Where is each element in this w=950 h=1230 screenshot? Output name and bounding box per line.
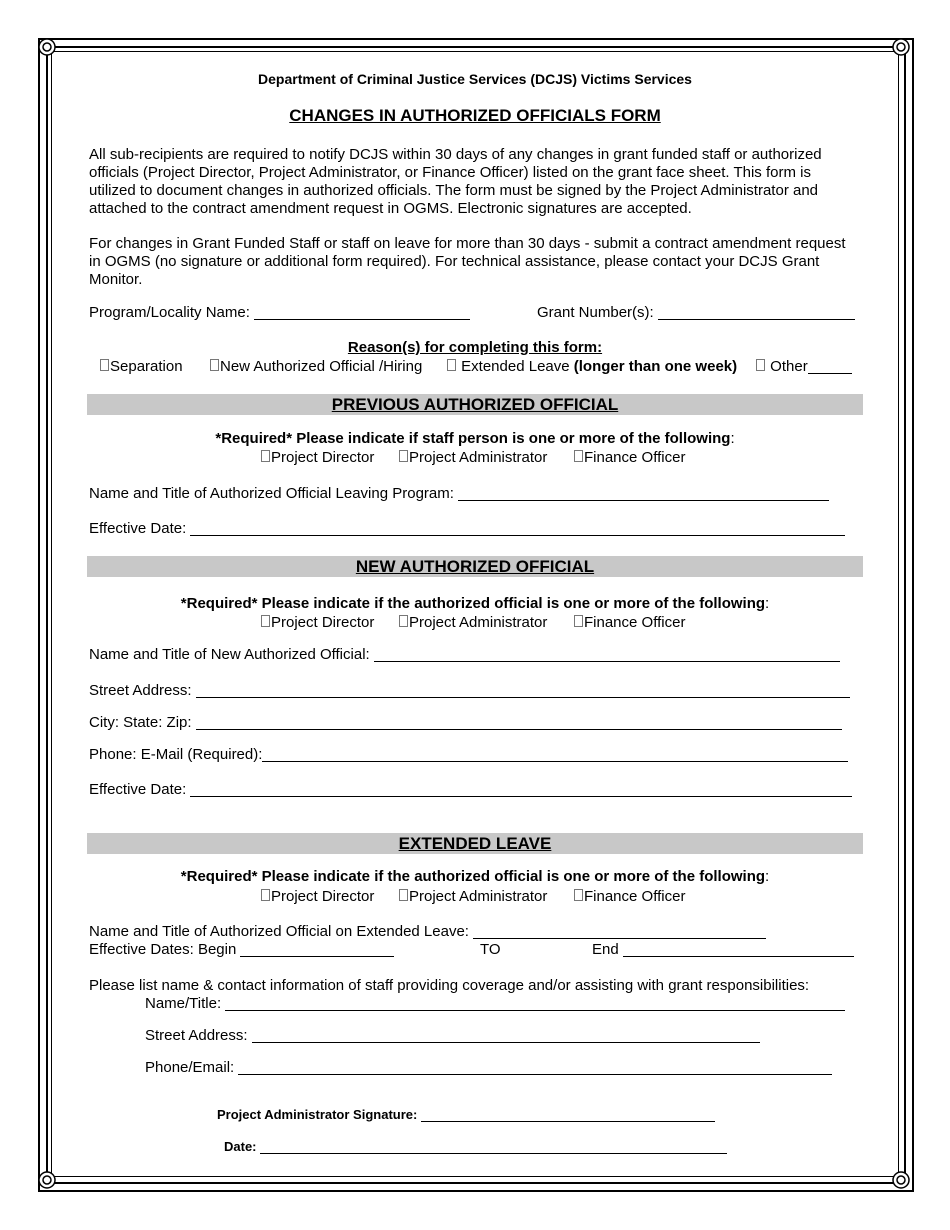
reason-new-official-label: New Authorized Official /Hiring [220, 358, 423, 375]
signature-date-row [224, 1138, 727, 1156]
checkbox-icon[interactable] [100, 359, 109, 371]
new-city-field[interactable] [196, 715, 842, 730]
new-date-label: Effective Date: [89, 781, 187, 798]
corner-ornament-icon [891, 37, 911, 57]
previous-name-row [89, 485, 829, 503]
previous-date-row [89, 520, 845, 538]
new-city-row [89, 714, 842, 732]
extended-name-field[interactable] [473, 924, 766, 939]
checkbox-icon[interactable] [399, 615, 408, 627]
extended-name-label: Name and Title of Authorized Official on Extended Leave: [89, 923, 469, 940]
reason-extended-leave[interactable] [447, 358, 737, 376]
extended-name-row [89, 923, 766, 941]
new-official-required-note: *Required* Please indicate if the authorized official is one or more of the following: [180, 595, 770, 612]
program-locality-field[interactable] [254, 305, 470, 320]
new-phone-row [89, 746, 848, 764]
new-phone-field[interactable] [262, 747, 848, 762]
extended-leave-section-header [87, 833, 863, 854]
reason-other-label: Other [770, 358, 808, 375]
new-name-field[interactable] [374, 647, 840, 662]
coverage-phone-label: Phone/Email: [145, 1059, 235, 1076]
previous-role-finance[interactable]: Finance Officer [574, 449, 685, 467]
previous-section-title: PREVIOUS AUTHORIZED OFFICIAL [331, 395, 619, 414]
previous-date-field[interactable] [190, 521, 845, 536]
coverage-phone-row [145, 1059, 832, 1077]
reason-separation[interactable] [100, 358, 183, 376]
new-street-row [89, 682, 850, 700]
signature-field[interactable] [421, 1107, 715, 1122]
coverage-name-row [145, 995, 845, 1013]
program-locality-row [89, 304, 470, 322]
previous-section-header [87, 394, 863, 415]
extended-end-label: End [592, 941, 619, 958]
coverage-name-label: Name/Title: [145, 995, 222, 1012]
new-street-field[interactable] [196, 683, 850, 698]
new-phone-label: Phone: E-Mail (Required): [89, 746, 263, 763]
signature-row [217, 1106, 715, 1124]
new-official-section-title: NEW AUTHORIZED OFFICIAL [355, 557, 595, 576]
signature-date-label: Date: [224, 1139, 257, 1154]
coverage-street-row [145, 1027, 760, 1045]
extended-end-field[interactable] [623, 942, 854, 957]
grant-number-field[interactable] [658, 305, 855, 320]
extended-to-label: TO [480, 941, 501, 958]
reason-extended-leave-label: Extended Leave [461, 358, 570, 375]
signature-label: Project Administrator Signature: [217, 1107, 418, 1122]
intro-paragraph-2: For changes in Grant Funded Staff or staff on leave for more than 30 days - submit a contract amendment request in OGMS (no signature or additional form required). For technical assistance, please contact your DCJS Grant Monitor. [89, 235, 846, 288]
extended-begin-field[interactable] [240, 942, 394, 957]
signature-date-field[interactable] [260, 1139, 727, 1154]
previous-required-note: *Required* Please indicate if staff person is one or more of the following: [215, 430, 735, 447]
coverage-street-field[interactable] [252, 1028, 760, 1043]
new-name-row [89, 646, 840, 664]
new-date-field[interactable] [190, 782, 852, 797]
corner-ornament-icon [37, 37, 57, 57]
checkbox-icon[interactable] [399, 889, 408, 901]
corner-ornament-icon [891, 1170, 911, 1190]
extended-dates-row [89, 941, 394, 959]
previous-date-label: Effective Date: [89, 520, 187, 537]
extended-role-administrator[interactable]: Project Administrator [399, 888, 547, 906]
reason-other-field[interactable] [808, 359, 852, 374]
new-date-row [89, 781, 852, 799]
reason-extended-leave-note: (longer than one week) [573, 358, 738, 375]
coverage-phone-field[interactable] [238, 1060, 832, 1075]
form-title: CHANGES IN AUTHORIZED OFFICIALS FORM [289, 106, 661, 125]
new-official-section-header [87, 556, 863, 577]
checkbox-icon[interactable] [399, 450, 408, 462]
checkbox-icon[interactable] [447, 359, 456, 371]
extended-role-finance[interactable]: Finance Officer [574, 888, 685, 906]
grant-number-label: Grant Number(s): [537, 304, 654, 321]
checkbox-icon[interactable] [574, 615, 583, 627]
new-street-label: Street Address: [89, 682, 192, 699]
extended-begin-label: Effective Dates: Begin [89, 941, 237, 958]
grant-number-row [537, 304, 855, 322]
previous-role-director[interactable]: Project Director [261, 449, 374, 467]
checkbox-icon[interactable] [574, 450, 583, 462]
corner-ornament-icon [37, 1170, 57, 1190]
checkbox-icon[interactable] [261, 615, 270, 627]
previous-name-field[interactable] [458, 486, 829, 501]
new-role-finance[interactable]: Finance Officer [574, 614, 685, 632]
checkbox-icon[interactable] [261, 450, 270, 462]
reason-other[interactable] [756, 358, 852, 376]
extended-required-note: *Required* Please indicate if the authorized official is one or more of the following: [180, 868, 770, 885]
checkbox-icon[interactable] [756, 359, 765, 371]
coverage-instructions: Please list name & contact information of staff providing coverage and/or assisting with grant responsibilities: [89, 977, 810, 994]
checkbox-icon[interactable] [210, 359, 219, 371]
previous-name-label: Name and Title of Authorized Official Leaving Program: [89, 485, 454, 502]
previous-role-administrator[interactable]: Project Administrator [399, 449, 547, 467]
extended-role-director[interactable]: Project Director [261, 888, 374, 906]
extended-end-row [592, 941, 854, 959]
coverage-street-label: Street Address: [145, 1027, 248, 1044]
checkbox-icon[interactable] [261, 889, 270, 901]
intro-paragraph-1: All sub-recipients are required to notify DCJS within 30 days of any changes in grant funded staff or authorized officials (Project Director, Project Administrator, or Finance Officer) listed on the grant face sheet. This form is utilized to document changes in authorized officials. The form must be signed by the Project Administrator and attached to the contract amendment request in OGMS. Electronic signatures are accepted. [89, 146, 822, 217]
reason-separation-label: Separation [110, 358, 183, 375]
new-city-label: City: State: Zip: [89, 714, 192, 731]
new-name-label: Name and Title of New Authorized Official: [89, 646, 370, 663]
department-name: Department of Criminal Justice Services (DCJS) Victims Services [258, 71, 692, 87]
checkbox-icon[interactable] [574, 889, 583, 901]
new-role-administrator[interactable]: Project Administrator [399, 614, 547, 632]
reasons-heading: Reason(s) for completing this form: [347, 339, 603, 356]
coverage-name-field[interactable] [225, 996, 845, 1011]
program-locality-label: Program/Locality Name: [89, 304, 250, 321]
reason-new-official[interactable] [210, 358, 422, 376]
new-role-director[interactable]: Project Director [261, 614, 374, 632]
extended-leave-section-title: EXTENDED LEAVE [398, 834, 552, 853]
